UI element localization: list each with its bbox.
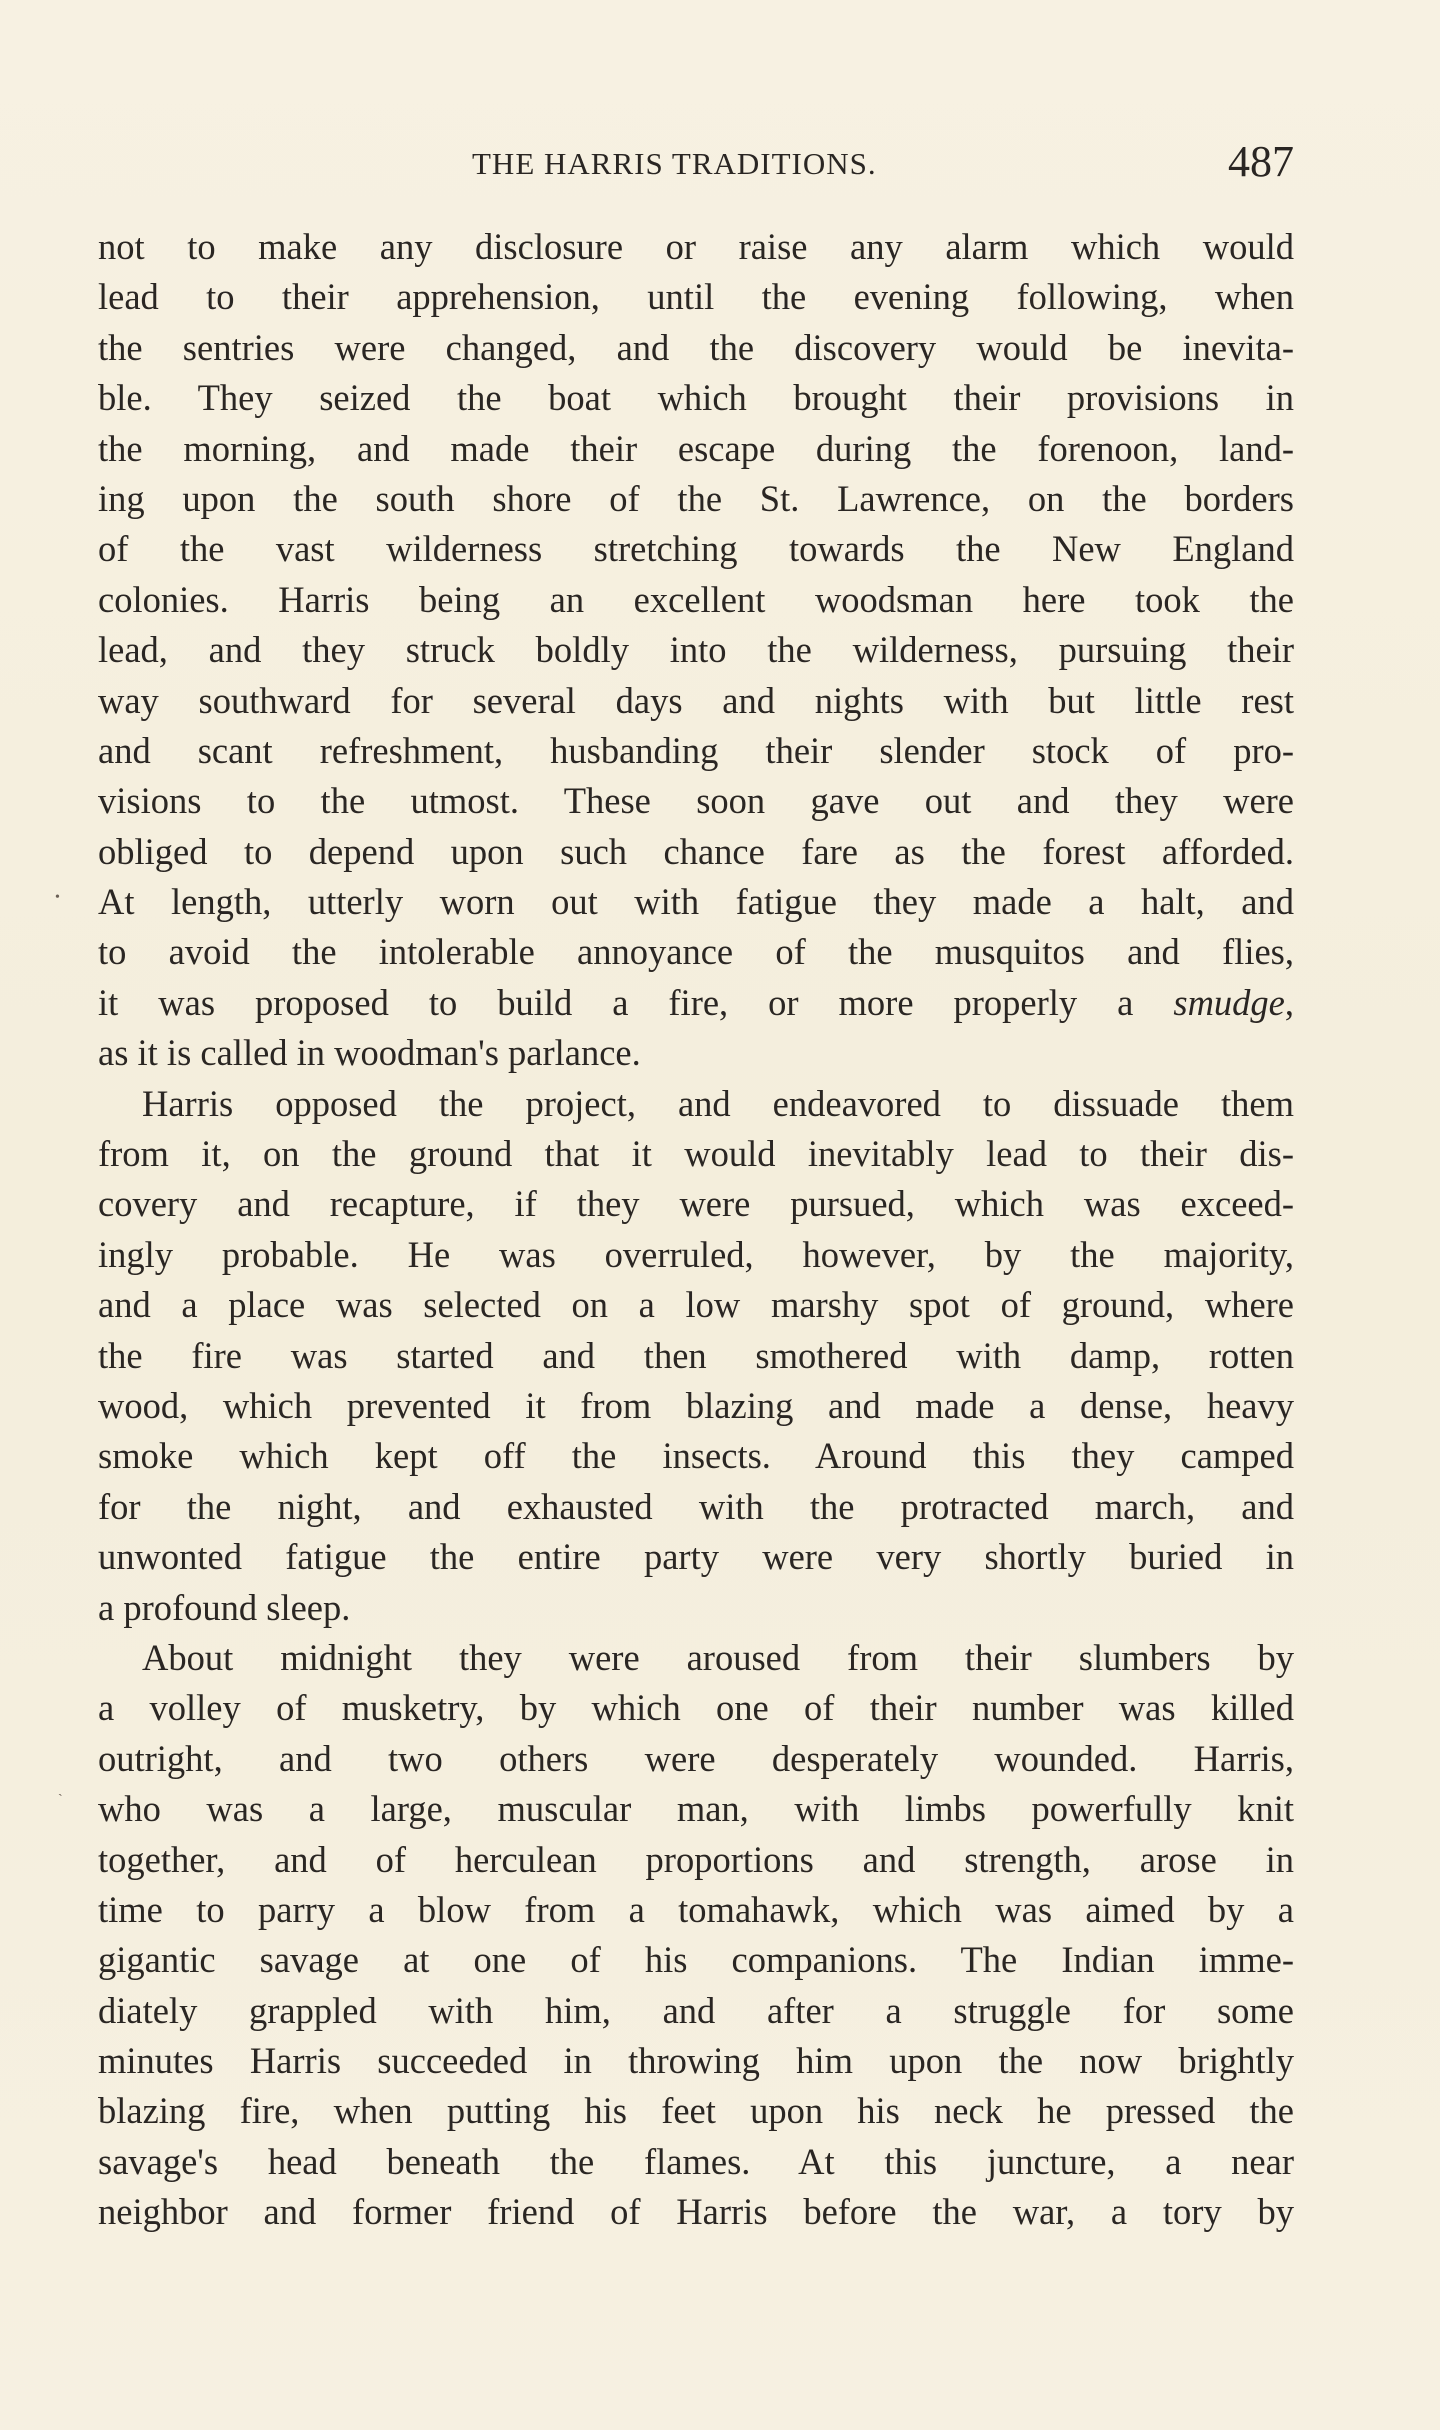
text-line: outright, and two others were desperately wounded. Harris, [98,1737,1294,1779]
text-line: who was a large, muscular man, with limbs powerfully knit [98,1788,1294,1830]
text-line: At length, utterly worn out with fatigue they made a halt, and [98,881,1294,923]
text-line: smoke which kept off the insects. Around this they camped [98,1435,1294,1477]
paragraph-start-line: Harris opposed the project, and endeavored to dissuade them [142,1082,1294,1124]
text-line: minutes Harris succeeded in throwing him upon the now brightly [98,2040,1294,2082]
text-line: unwonted fatigue the entire party were very shortly buried in [98,1536,1294,1578]
text-line: lead, and they struck boldly into the wilderness, pursuing their [98,629,1294,671]
text-line: to avoid the intolerable annoyance of the musquitos and flies, [98,931,1294,973]
running-title: THE HARRIS TRADITIONS. [472,146,877,181]
margin-mark: ˎ [58,1782,63,1797]
text-line: ing upon the south shore of the St. Lawrence, on the borders [98,477,1294,519]
text-line-with-italic [98,978,1294,1028]
paragraph-start-line: About midnight they were aroused from their slumbers by [142,1636,1294,1678]
text-line: way southward for several days and nights with but little rest [98,679,1294,721]
text-line: wood, which prevented it from blazing and made a dense, heavy [98,1384,1294,1426]
text-line: visions to the utmost. These soon gave out and they were [98,780,1294,822]
text-line: the morning, and made their escape during the forenoon, land- [98,427,1294,469]
text-line: colonies. Harris being an excellent woodsman here took the [98,578,1294,620]
text-line: lead to their apprehension, until the evening following, when [98,276,1294,318]
text-line: blazing fire, when putting his feet upon his neck he pressed the [98,2090,1294,2132]
paragraph-end-line: as it is called in woodman's parlance. [98,1032,641,1074]
body-text [98,222,1294,2238]
text-line: from it, on the ground that it would inevitably lead to their dis- [98,1133,1294,1175]
text-line: and a place was selected on a low marshy spot of ground, where [98,1284,1294,1326]
text-line: not to make any disclosure or raise any alarm which would [98,226,1294,267]
page-number: 487 [1228,137,1294,186]
margin-mark: • [55,890,60,905]
text-line: covery and recapture, if they were pursued, which was exceed- [98,1183,1294,1225]
paragraph-end-line: a profound sleep. [98,1586,351,1628]
text-line: and scant refreshment, husbanding their slender stock of pro- [98,729,1294,771]
text-line: the fire was started and then smothered with damp, rotten [98,1334,1294,1376]
text-line: time to parry a blow from a tomahawk, which was aimed by a [98,1888,1294,1930]
italic-word: smudge [1173,981,1285,1023]
text-line: neighbor and former friend of Harris before the war, a tory by [98,2191,1294,2233]
text-line: together, and of herculean proportions and strength, arose in [98,1838,1294,1880]
text-line: gigantic savage at one of his companions. The Indian imme- [98,1939,1294,1981]
page-header [98,136,1294,192]
text-line: ble. They seized the boat which brought their provisions in [98,377,1294,419]
text-line: for the night, and exhausted with the protracted march, and [98,1485,1294,1527]
text-line: a volley of musketry, by which one of their number was killed [98,1687,1294,1729]
text-line: the sentries were changed, and the discovery would be inevita- [98,326,1294,368]
text-line: of the vast wilderness stretching towards the New England [98,528,1294,570]
text-line: savage's head beneath the flames. At this juncture, a near [98,2140,1294,2182]
text-line: diately grappled with him, and after a struggle for some [98,1989,1294,2031]
italic-suffix: , [1284,981,1294,1023]
text-line: ingly probable. He was overruled, however, by the majority, [98,1233,1294,1275]
text-line-start: it was proposed to build a fire, or more properly a [98,981,1174,1023]
text-line: obliged to depend upon such chance fare as the forest afforded. [98,830,1294,872]
